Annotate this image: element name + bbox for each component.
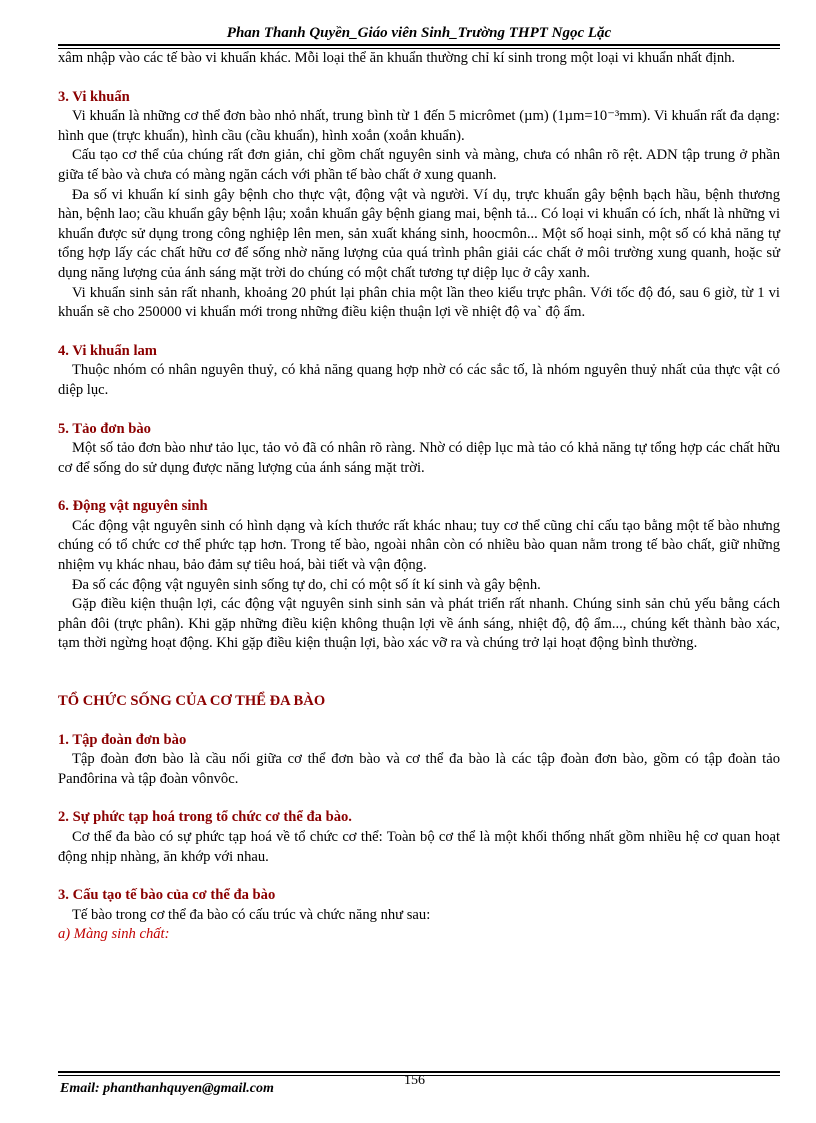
complexity-paragraph: Cơ thể đa bào có sự phức tạp hoá về tổ chức cơ thể: Toàn bộ cơ thể là một khối thống nhất gồm nhiều hệ cơ quan hoạt động nhịp nhàng, ăn khớp với nhau. bbox=[58, 829, 780, 865]
page-header: Phan Thanh Quyền_Giáo viên Sinh_Trường THPT Ngọc Lặc bbox=[226, 25, 612, 41]
section-heading-complexity: 2. Sự phức tạp hoá trong tổ chức cơ thể đa bào. bbox=[58, 809, 352, 826]
section-heading-bacteria: 3. Vi khuẩn bbox=[58, 88, 130, 105]
section-heading-cyanobacteria: 4. Vi khuẩn lam bbox=[58, 342, 157, 359]
colony-paragraph: Tập đoàn đơn bào là cầu nối giữa cơ thể đơn bào và cơ thể đa bào là các tập đoàn đơn bào, gồm có tập đoàn tảo Panđôrina và tập đoàn vônvôc. bbox=[58, 751, 780, 787]
protozoa-paragraph-3: Gặp điều kiện thuận lợi, các động vật nguyên sinh sinh sản và phát triển rất nhanh. Chúng sinh sản chủ yếu bằng cách phân đôi (trực phân). Khi gặp những điều kiện không thuận lợi về ánh sáng, nhiệt độ, độ ẩm..., chúng kết thành bào xác, tạm thời ngừng hoạt động. Khi gặp điều kiện thuận lợi, bào xác vỡ ra và chúng trở lại hoạt động bình thường. bbox=[58, 596, 780, 652]
cyanobacteria-paragraph: Thuộc nhóm có nhân nguyên thuỷ, có khả năng quang hợp nhờ có các sắc tố, là nhóm nguyên thuỷ nhất của thực vật có diệp lục. bbox=[58, 362, 780, 398]
protozoa-paragraph-1: Các động vật nguyên sinh có hình dạng và kích thước rất khác nhau; tuy cơ thể cũng chỉ cấu tạo bằng một tế bào nhưng chúng có tổ chức cơ thể phức tạp hơn. Trong tế bào, ngoài nhân còn có nhiều bào quan nằm trong tế bào chất, giữ những nhiệm vụ khác nhau, bảo đảm sự tiêu hoá, bài tiết và vận động. bbox=[58, 517, 780, 574]
page-number: 156 bbox=[404, 1073, 425, 1088]
footer-email: Email: phanthanhquyen@gmail.com bbox=[60, 1081, 274, 1096]
bacteria-paragraph-3: Đa số vi khuẩn kí sinh gây bệnh cho thực vật, động vật và người. Ví dụ, trực khuẩn gây bệnh bạch hầu, bệnh thương hàn, bệnh lao; cầu khuẩn gây bệnh lậu; xoắn khuẩn gây bệnh giang mai, bệnh tả... Có loại vi khuẩn có ích, nhất là những vi khuẩn được sử dụng trong công nghiệp lên men, sản xuất kháng sinh, hoocmôn... Một số hoại sinh, một số có khả năng tự tổng hợp lấy các chất hữu cơ để sống nhờ năng lượng của quá trình phân giải các chất ở môi trường xung quanh, hoặc sử dụng năng lượng của ánh sáng mặt trời do chúng có một chất tương tự diệp lục ở cây xanh. bbox=[58, 186, 780, 281]
subheading-membrane: a) Màng sinh chất: bbox=[58, 926, 170, 943]
intro-paragraph: xâm nhập vào các tế bào vi khuẩn khác. Mỗi loại thể ăn khuẩn thường chỉ kí sinh trong một loại vi khuẩn nhất định. bbox=[58, 50, 736, 66]
part-title: TỔ CHỨC SỐNG CỦA CƠ THỂ ĐA BÀO bbox=[58, 693, 326, 710]
section-heading-algae: 5. Tảo đơn bào bbox=[58, 420, 151, 437]
section-heading-colony: 1. Tập đoàn đơn bào bbox=[58, 731, 187, 748]
cell-structure-paragraph: Tế bào trong cơ thể đa bào có cấu trúc và chức năng như sau: bbox=[72, 906, 431, 923]
algae-paragraph: Một số tảo đơn bào như tảo lục, tảo vỏ đã có nhân rõ ràng. Nhờ có diệp lục mà tảo có khả năng tự tổng hợp các chất hữu cơ để sống do sử dụng được năng lượng của ánh sáng mặt trời. bbox=[58, 440, 780, 476]
bacteria-paragraph-1: Vi khuẩn là những cơ thể đơn bào nhỏ nhất, trung bình từ 1 đến 5 micrômet (µm) (1µm=10⁻³mm). Vi khuẩn rất đa dạng: hình que (trực khuẩn), hình cầu (cầu khuẩn), hình xoắn (xoắn khuẩn). bbox=[58, 108, 780, 144]
protozoa-paragraph-2: Đa số các động vật nguyên sinh sống tự do, chỉ có một số ít kí sinh và gây bệnh. bbox=[72, 576, 541, 593]
bacteria-paragraph-2: Cấu tạo cơ thể của chúng rất đơn giản, chỉ gồm chất nguyên sinh và màng, chưa có nhân rõ rệt. ADN tập trung ở phần giữa tế bào và chưa có màng ngăn cách với phần tế bào chất ở xung quanh. bbox=[58, 147, 780, 183]
page-content bbox=[58, 49, 780, 945]
header-rule bbox=[58, 44, 780, 46]
section-heading-protozoa: 6. Động vật nguyên sinh bbox=[58, 498, 208, 515]
bacteria-paragraph-4: Vi khuẩn sinh sản rất nhanh, khoảng 20 phút lại phân chia một lần theo kiểu trực phân. Với tốc độ đó, sau 6 giờ, từ 1 vi khuẩn sẽ cho 250000 vi khuẩn mới trong những điều kiện thuận lợi về nhiệt độ va` độ ẩm. bbox=[58, 284, 780, 321]
section-heading-cell-structure: 3. Cấu tạo tế bào của cơ thể đa bào bbox=[58, 887, 276, 904]
